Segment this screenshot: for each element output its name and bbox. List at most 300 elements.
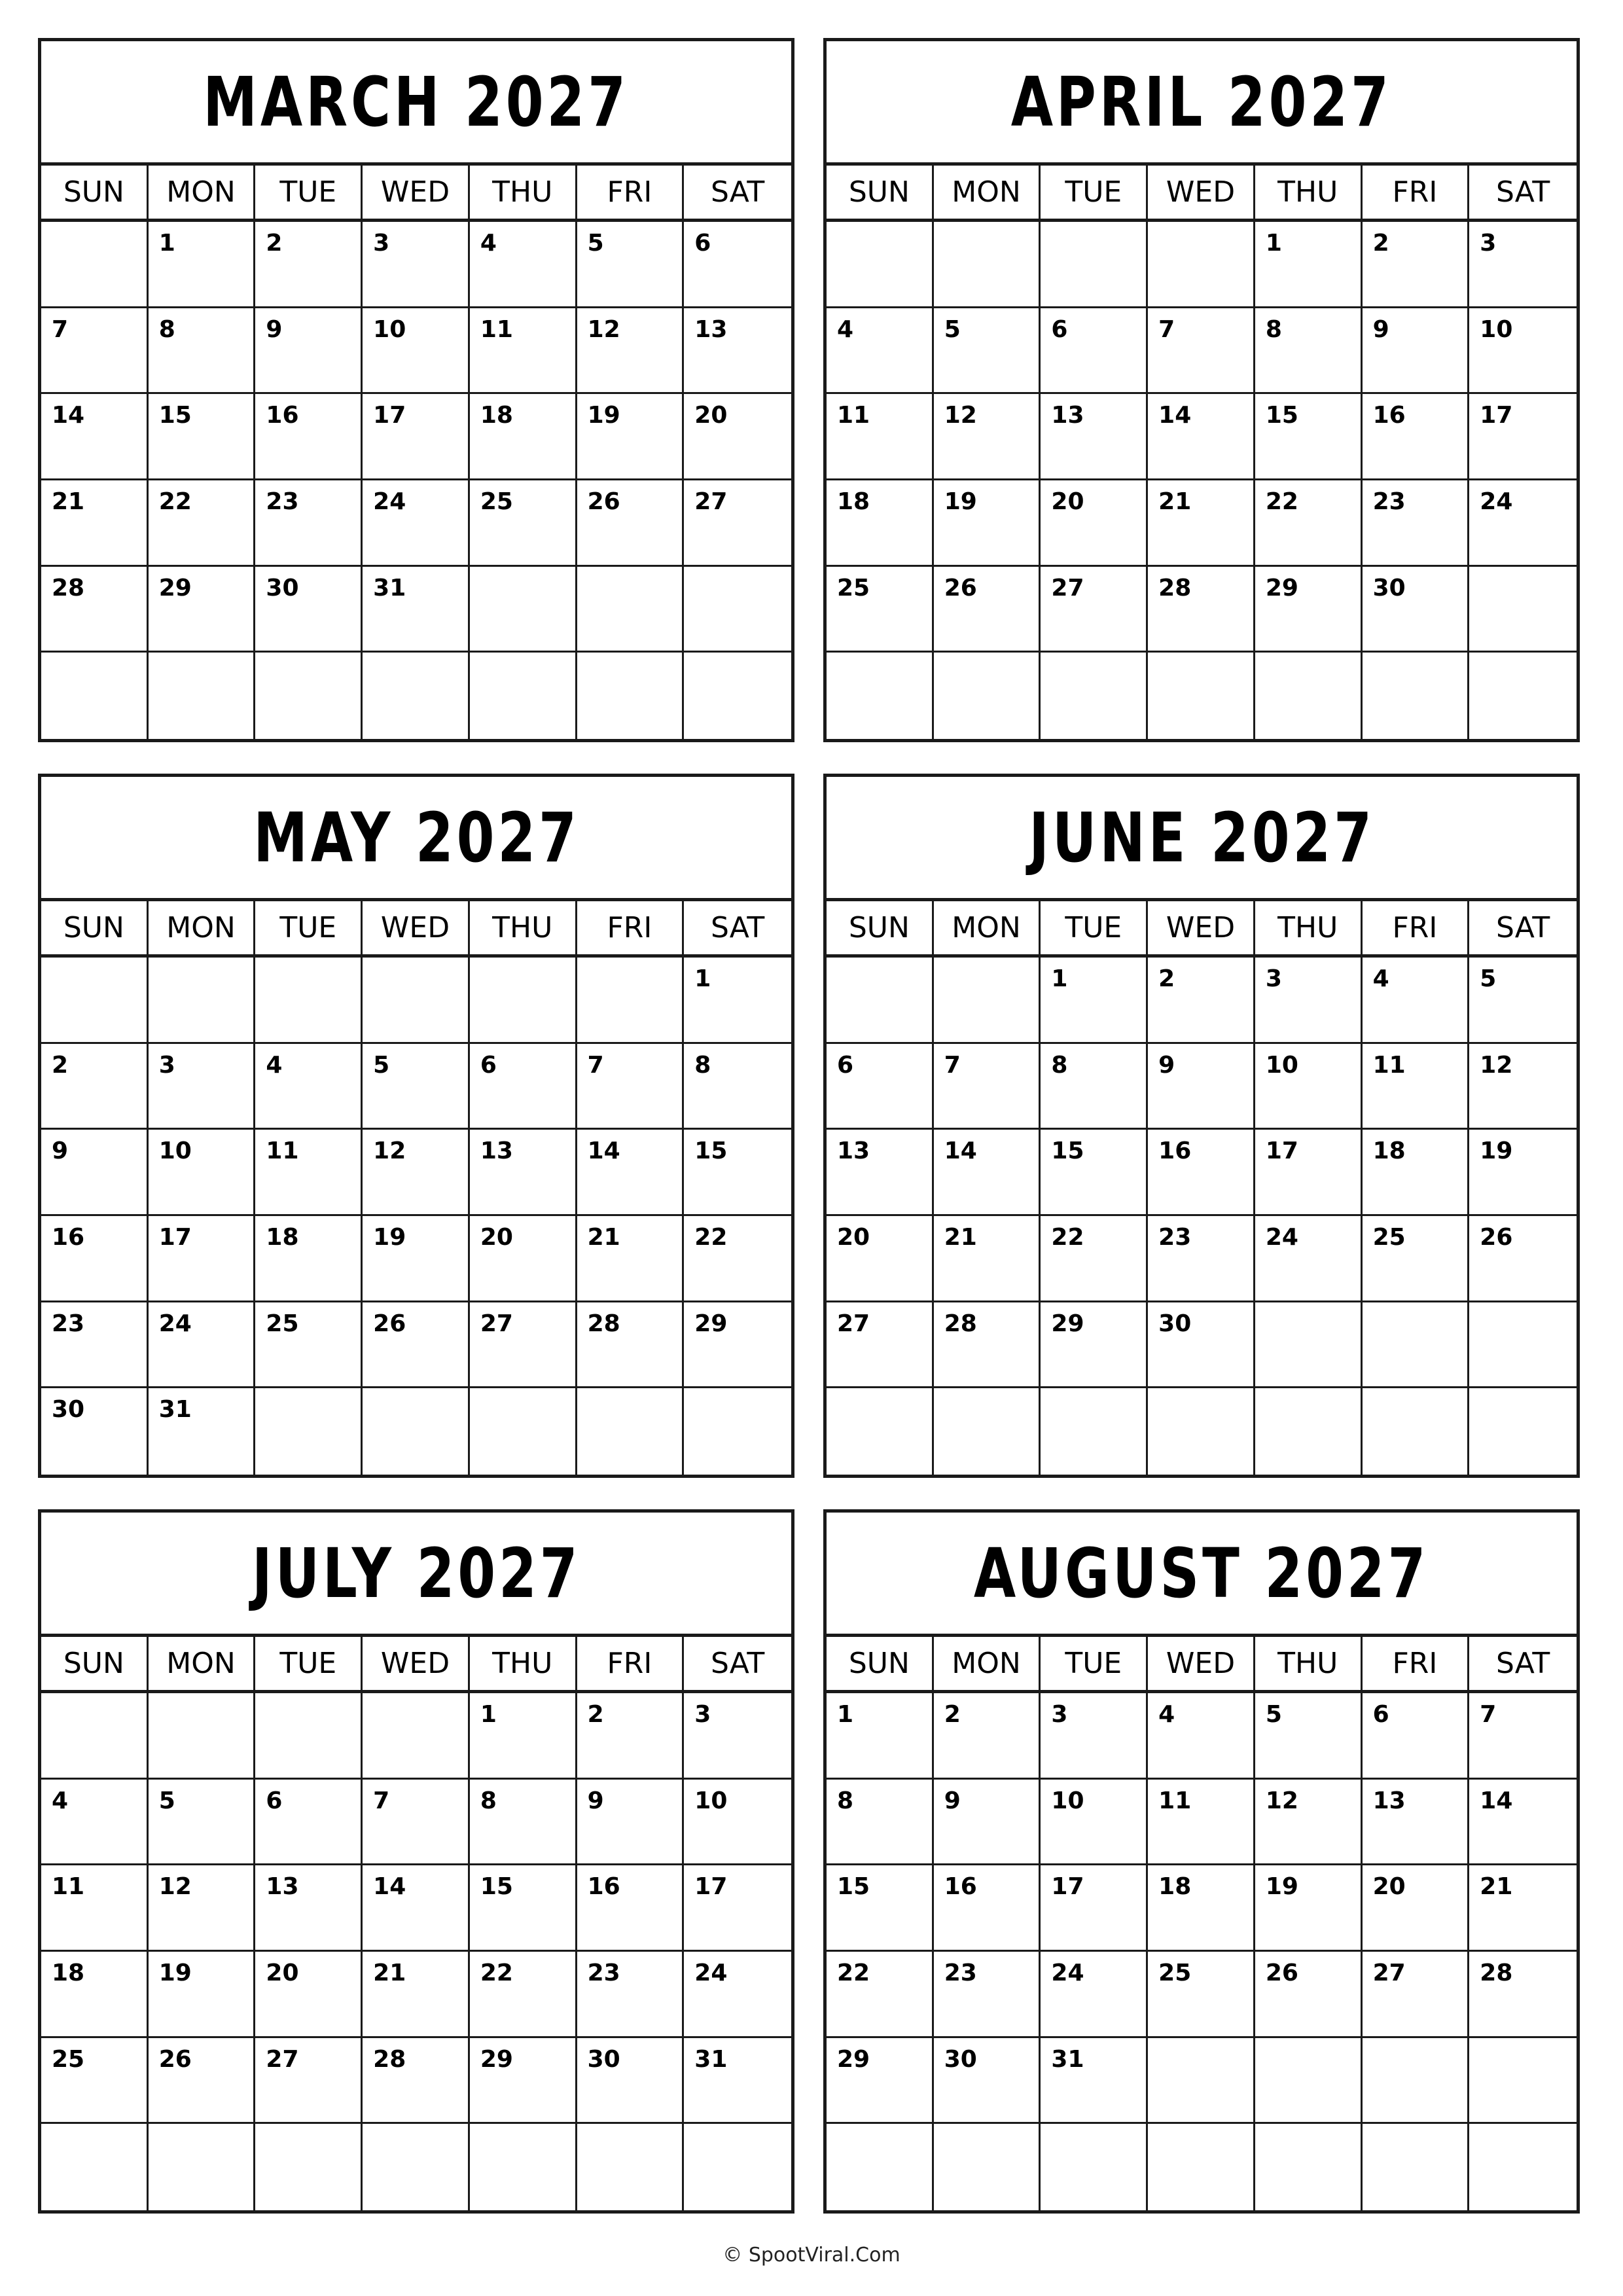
- weekday-label: MON: [149, 901, 256, 954]
- weekday-label: SUN: [41, 901, 149, 954]
- weekday-label: SAT: [1495, 175, 1550, 209]
- day-cell: 3: [1469, 222, 1577, 308]
- day-cell: 26: [149, 2038, 256, 2125]
- day-cell: 31: [1041, 2038, 1148, 2125]
- day-cell: 7: [41, 308, 149, 395]
- empty-day-cell: [1148, 653, 1255, 739]
- day-cell: 25: [255, 1302, 363, 1389]
- day-grid: [827, 1693, 1577, 2210]
- day-cell: 18: [1148, 1865, 1255, 1952]
- month-july: [38, 1509, 794, 2214]
- empty-day-cell: [1148, 2124, 1255, 2210]
- day-cell: 14: [41, 394, 149, 480]
- day-cell: 22: [149, 480, 256, 567]
- weekday-label: SAT: [710, 1647, 765, 1680]
- month-march: [38, 38, 794, 742]
- day-cell: 9: [934, 1780, 1041, 1866]
- day-cell: 21: [934, 1216, 1041, 1302]
- day-cell: 15: [1255, 394, 1363, 480]
- weekday-label: TUE: [1041, 1637, 1148, 1690]
- day-cell: 16: [577, 1865, 685, 1952]
- day-cell: 26: [934, 567, 1041, 653]
- day-cell: 22: [684, 1216, 791, 1302]
- day-cell: 27: [827, 1302, 934, 1389]
- day-cell: 15: [149, 394, 256, 480]
- weekday-label: THU: [470, 1637, 577, 1690]
- day-cell: 29: [684, 1302, 791, 1389]
- empty-day-cell: [1255, 2124, 1363, 2210]
- empty-day-cell: [827, 653, 934, 739]
- weekday-label: WED: [363, 901, 470, 954]
- day-grid: [827, 222, 1577, 739]
- day-cell: 18: [470, 394, 577, 480]
- day-cell: 4: [41, 1780, 149, 1866]
- empty-day-cell: [363, 958, 470, 1044]
- day-cell: 17: [1469, 394, 1577, 480]
- day-cell: 27: [1041, 567, 1148, 653]
- day-cell: 14: [1148, 394, 1255, 480]
- empty-day-cell: [827, 958, 934, 1044]
- weekday-label: SAT: [710, 175, 765, 209]
- day-cell: 28: [577, 1302, 685, 1389]
- empty-day-cell: [1469, 1388, 1577, 1475]
- weekday-label: FRI: [1363, 1637, 1470, 1690]
- empty-day-cell: [1469, 1302, 1577, 1389]
- empty-day-cell: [827, 1388, 934, 1475]
- month-title: [41, 41, 791, 166]
- day-cell: 14: [1469, 1780, 1577, 1866]
- day-cell: 31: [684, 2038, 791, 2125]
- day-cell: 16: [41, 1216, 149, 1302]
- weekday-label: THU: [1255, 1637, 1363, 1690]
- day-cell: 18: [827, 480, 934, 567]
- month-title-text: JUNE 2027: [1028, 797, 1375, 878]
- day-cell: 6: [1041, 308, 1148, 395]
- day-cell: 27: [1363, 1952, 1470, 2038]
- day-cell: 20: [684, 394, 791, 480]
- day-cell: 19: [934, 480, 1041, 567]
- day-cell: 23: [255, 480, 363, 567]
- weekday-label: TUE: [255, 1637, 363, 1690]
- empty-day-cell: [1469, 567, 1577, 653]
- weekday-label: WED: [1148, 901, 1255, 954]
- day-cell: 12: [934, 394, 1041, 480]
- day-cell: 22: [1041, 1216, 1148, 1302]
- empty-day-cell: [1148, 222, 1255, 308]
- weekday-label: SUN: [827, 166, 934, 219]
- empty-day-cell: [934, 958, 1041, 1044]
- empty-day-cell: [363, 1693, 470, 1780]
- empty-day-cell: [934, 1388, 1041, 1475]
- weekday-label: TUE: [255, 901, 363, 954]
- day-cell: 7: [1469, 1693, 1577, 1780]
- empty-day-cell: [684, 653, 791, 739]
- empty-day-cell: [149, 653, 256, 739]
- day-cell: 20: [1041, 480, 1148, 567]
- weekday-label: SUN: [827, 1637, 934, 1690]
- day-cell: 12: [149, 1865, 256, 1952]
- empty-day-cell: [1255, 2038, 1363, 2125]
- day-cell: 26: [577, 480, 685, 567]
- day-cell: 16: [1363, 394, 1470, 480]
- month-title-text: JULY 2027: [251, 1533, 581, 1613]
- day-cell: 30: [1148, 1302, 1255, 1389]
- day-cell: 6: [470, 1044, 577, 1130]
- day-cell: 8: [1041, 1044, 1148, 1130]
- day-cell: 28: [41, 567, 149, 653]
- weekday-label: MON: [934, 1637, 1041, 1690]
- day-cell: 5: [149, 1780, 256, 1866]
- day-cell: 19: [1255, 1865, 1363, 1952]
- empty-day-cell: [577, 958, 685, 1044]
- weekday-header-row: [827, 166, 1577, 222]
- day-cell: 30: [577, 2038, 685, 2125]
- empty-day-cell: [255, 958, 363, 1044]
- day-cell: 3: [149, 1044, 256, 1130]
- weekday-label: SUN: [41, 1637, 149, 1690]
- day-cell: 11: [1363, 1044, 1470, 1130]
- day-cell: 2: [255, 222, 363, 308]
- empty-day-cell: [363, 653, 470, 739]
- day-cell: 23: [934, 1952, 1041, 2038]
- day-cell: 5: [1469, 958, 1577, 1044]
- day-cell: 11: [255, 1130, 363, 1216]
- empty-day-cell: [1255, 1302, 1363, 1389]
- day-cell: 16: [1148, 1130, 1255, 1216]
- empty-day-cell: [149, 1693, 256, 1780]
- day-cell: 5: [363, 1044, 470, 1130]
- empty-day-cell: [255, 653, 363, 739]
- empty-day-cell: [255, 2124, 363, 2210]
- day-cell: 1: [149, 222, 256, 308]
- empty-day-cell: [1469, 653, 1577, 739]
- month-title: [827, 1513, 1577, 1637]
- day-cell: 21: [1148, 480, 1255, 567]
- empty-day-cell: [470, 1388, 577, 1475]
- day-cell: 4: [1363, 958, 1470, 1044]
- month-june: [823, 774, 1580, 1478]
- day-cell: 7: [577, 1044, 685, 1130]
- day-cell: 11: [1148, 1780, 1255, 1866]
- day-cell: 18: [41, 1952, 149, 2038]
- day-cell: 31: [363, 567, 470, 653]
- weekday-label: SAT: [1495, 1647, 1550, 1680]
- day-cell: 27: [684, 480, 791, 567]
- day-cell: 6: [1363, 1693, 1470, 1780]
- empty-day-cell: [1041, 653, 1148, 739]
- day-cell: 29: [1255, 567, 1363, 653]
- day-cell: 29: [827, 2038, 934, 2125]
- day-cell: 24: [1041, 1952, 1148, 2038]
- day-cell: 27: [470, 1302, 577, 1389]
- empty-day-cell: [934, 2124, 1041, 2210]
- empty-day-cell: [41, 2124, 149, 2210]
- weekday-label: THU: [1255, 901, 1363, 954]
- day-cell: 17: [363, 394, 470, 480]
- day-cell: 9: [577, 1780, 685, 1866]
- day-cell: 10: [1469, 308, 1577, 395]
- day-cell: 25: [470, 480, 577, 567]
- day-cell: 2: [934, 1693, 1041, 1780]
- day-grid: [41, 1693, 791, 2210]
- day-cell: 1: [827, 1693, 934, 1780]
- weekday-label: FRI: [1363, 166, 1470, 219]
- empty-day-cell: [41, 222, 149, 308]
- day-cell: 29: [470, 2038, 577, 2125]
- day-cell: 17: [1255, 1130, 1363, 1216]
- day-cell: 2: [577, 1693, 685, 1780]
- weekday-label: WED: [1148, 166, 1255, 219]
- day-cell: 25: [1148, 1952, 1255, 2038]
- day-cell: 26: [363, 1302, 470, 1389]
- day-cell: 30: [255, 567, 363, 653]
- day-cell: 28: [934, 1302, 1041, 1389]
- day-cell: 8: [1255, 308, 1363, 395]
- day-cell: 20: [1363, 1865, 1470, 1952]
- day-cell: 13: [1363, 1780, 1470, 1866]
- empty-day-cell: [363, 1388, 470, 1475]
- empty-day-cell: [1041, 1388, 1148, 1475]
- day-grid: [827, 958, 1577, 1475]
- day-cell: 10: [363, 308, 470, 395]
- day-cell: 13: [1041, 394, 1148, 480]
- day-cell: 23: [577, 1952, 685, 2038]
- day-cell: 1: [470, 1693, 577, 1780]
- day-cell: 6: [827, 1044, 934, 1130]
- weekday-label: TUE: [255, 166, 363, 219]
- day-cell: 17: [684, 1865, 791, 1952]
- day-cell: 15: [684, 1130, 791, 1216]
- weekday-header-row: [827, 901, 1577, 958]
- day-cell: 10: [1255, 1044, 1363, 1130]
- day-cell: 10: [684, 1780, 791, 1866]
- day-cell: 14: [363, 1865, 470, 1952]
- day-cell: 21: [363, 1952, 470, 2038]
- empty-day-cell: [1255, 653, 1363, 739]
- empty-day-cell: [684, 567, 791, 653]
- day-cell: 12: [577, 308, 685, 395]
- day-cell: 24: [684, 1952, 791, 2038]
- day-cell: 3: [1041, 1693, 1148, 1780]
- empty-day-cell: [1363, 1388, 1470, 1475]
- day-cell: 28: [1148, 567, 1255, 653]
- day-cell: 9: [41, 1130, 149, 1216]
- empty-day-cell: [577, 2124, 685, 2210]
- day-cell: 8: [684, 1044, 791, 1130]
- weekday-label: FRI: [577, 166, 685, 219]
- day-cell: 12: [1469, 1044, 1577, 1130]
- month-title-text: AUGUST 2027: [974, 1533, 1429, 1613]
- weekday-label: SUN: [41, 166, 149, 219]
- day-cell: 20: [827, 1216, 934, 1302]
- day-cell: 18: [1363, 1130, 1470, 1216]
- day-cell: 7: [1148, 308, 1255, 395]
- weekday-label: FRI: [1363, 901, 1470, 954]
- empty-day-cell: [470, 2124, 577, 2210]
- day-cell: 22: [1255, 480, 1363, 567]
- day-cell: 5: [1255, 1693, 1363, 1780]
- day-cell: 21: [41, 480, 149, 567]
- day-cell: 2: [41, 1044, 149, 1130]
- day-cell: 25: [827, 567, 934, 653]
- empty-day-cell: [470, 653, 577, 739]
- day-cell: 7: [363, 1780, 470, 1866]
- day-cell: 8: [827, 1780, 934, 1866]
- day-cell: 25: [41, 2038, 149, 2125]
- day-cell: 17: [1041, 1865, 1148, 1952]
- weekday-label: MON: [934, 901, 1041, 954]
- day-cell: 4: [470, 222, 577, 308]
- day-cell: 9: [1363, 308, 1470, 395]
- empty-day-cell: [470, 958, 577, 1044]
- weekday-header-row: [41, 901, 791, 958]
- day-cell: 24: [363, 480, 470, 567]
- empty-day-cell: [1255, 1388, 1363, 1475]
- day-cell: 17: [149, 1216, 256, 1302]
- day-cell: 21: [1469, 1865, 1577, 1952]
- day-cell: 24: [1469, 480, 1577, 567]
- empty-day-cell: [1363, 1302, 1470, 1389]
- empty-day-cell: [470, 567, 577, 653]
- weekday-label: FRI: [577, 1637, 685, 1690]
- day-cell: 9: [255, 308, 363, 395]
- day-cell: 6: [255, 1780, 363, 1866]
- day-cell: 7: [934, 1044, 1041, 1130]
- day-cell: 4: [1148, 1693, 1255, 1780]
- day-cell: 29: [1041, 1302, 1148, 1389]
- day-cell: 3: [684, 1693, 791, 1780]
- day-cell: 6: [684, 222, 791, 308]
- day-cell: 31: [149, 1388, 256, 1475]
- month-title-text: MAY 2027: [253, 797, 580, 878]
- empty-day-cell: [934, 653, 1041, 739]
- day-cell: 22: [827, 1952, 934, 2038]
- day-cell: 1: [1255, 222, 1363, 308]
- month-title: [827, 41, 1577, 166]
- day-cell: 3: [363, 222, 470, 308]
- empty-day-cell: [1469, 2124, 1577, 2210]
- day-cell: 19: [1469, 1130, 1577, 1216]
- empty-day-cell: [1363, 2038, 1470, 2125]
- day-cell: 21: [577, 1216, 685, 1302]
- weekday-header-row: [41, 166, 791, 222]
- weekday-label: SAT: [1495, 911, 1550, 944]
- empty-day-cell: [41, 958, 149, 1044]
- month-title: [827, 777, 1577, 901]
- day-cell: 14: [934, 1130, 1041, 1216]
- day-cell: 5: [934, 308, 1041, 395]
- day-cell: 2: [1148, 958, 1255, 1044]
- day-cell: 15: [827, 1865, 934, 1952]
- day-cell: 9: [1148, 1044, 1255, 1130]
- day-cell: 23: [1148, 1216, 1255, 1302]
- empty-day-cell: [255, 1388, 363, 1475]
- day-cell: 14: [577, 1130, 685, 1216]
- weekday-label: TUE: [1041, 166, 1148, 219]
- empty-day-cell: [577, 653, 685, 739]
- empty-day-cell: [149, 2124, 256, 2210]
- weekday-label: WED: [363, 1637, 470, 1690]
- weekday-label: SUN: [827, 901, 934, 954]
- day-cell: 10: [1041, 1780, 1148, 1866]
- month-title: [41, 1513, 791, 1637]
- empty-day-cell: [41, 1693, 149, 1780]
- month-april: [823, 38, 1580, 742]
- day-cell: 2: [1363, 222, 1470, 308]
- weekday-label: MON: [934, 166, 1041, 219]
- empty-day-cell: [363, 2124, 470, 2210]
- day-cell: 20: [255, 1952, 363, 2038]
- weekday-label: SAT: [710, 911, 765, 944]
- day-cell: 11: [470, 308, 577, 395]
- month-may: [38, 774, 794, 1478]
- empty-day-cell: [827, 2124, 934, 2210]
- day-cell: 19: [363, 1216, 470, 1302]
- empty-day-cell: [1148, 1388, 1255, 1475]
- day-cell: 4: [255, 1044, 363, 1130]
- day-cell: 11: [41, 1865, 149, 1952]
- month-august: [823, 1509, 1580, 2214]
- day-cell: 29: [149, 567, 256, 653]
- empty-day-cell: [577, 567, 685, 653]
- empty-day-cell: [1041, 222, 1148, 308]
- day-cell: 22: [470, 1952, 577, 2038]
- day-cell: 18: [255, 1216, 363, 1302]
- day-cell: 3: [1255, 958, 1363, 1044]
- month-title: [41, 777, 791, 901]
- day-cell: 13: [827, 1130, 934, 1216]
- day-cell: 19: [577, 394, 685, 480]
- day-cell: 27: [255, 2038, 363, 2125]
- day-cell: 23: [41, 1302, 149, 1389]
- day-cell: 13: [684, 308, 791, 395]
- day-cell: 13: [470, 1130, 577, 1216]
- month-title-text: MARCH 2027: [203, 62, 630, 142]
- day-cell: 24: [149, 1302, 256, 1389]
- month-title-text: APRIL 2027: [1011, 62, 1392, 142]
- day-cell: 23: [1363, 480, 1470, 567]
- weekday-label: FRI: [577, 901, 685, 954]
- day-cell: 1: [1041, 958, 1148, 1044]
- empty-day-cell: [827, 222, 934, 308]
- weekday-label: WED: [363, 166, 470, 219]
- day-cell: 30: [1363, 567, 1470, 653]
- day-cell: 20: [470, 1216, 577, 1302]
- day-cell: 1: [684, 958, 791, 1044]
- day-cell: 30: [934, 2038, 1041, 2125]
- weekday-label: THU: [470, 166, 577, 219]
- empty-day-cell: [1469, 2038, 1577, 2125]
- day-cell: 16: [934, 1865, 1041, 1952]
- day-cell: 26: [1255, 1952, 1363, 2038]
- day-cell: 25: [1363, 1216, 1470, 1302]
- weekday-label: MON: [149, 166, 256, 219]
- day-cell: 10: [149, 1130, 256, 1216]
- empty-day-cell: [1363, 2124, 1470, 2210]
- weekday-label: THU: [470, 901, 577, 954]
- day-cell: 16: [255, 394, 363, 480]
- empty-day-cell: [255, 1693, 363, 1780]
- empty-day-cell: [41, 653, 149, 739]
- weekday-label: THU: [1255, 166, 1363, 219]
- empty-day-cell: [577, 1388, 685, 1475]
- day-cell: 8: [149, 308, 256, 395]
- day-cell: 15: [1041, 1130, 1148, 1216]
- weekday-label: TUE: [1041, 901, 1148, 954]
- day-cell: 13: [255, 1865, 363, 1952]
- empty-day-cell: [149, 958, 256, 1044]
- weekday-header-row: [41, 1637, 791, 1693]
